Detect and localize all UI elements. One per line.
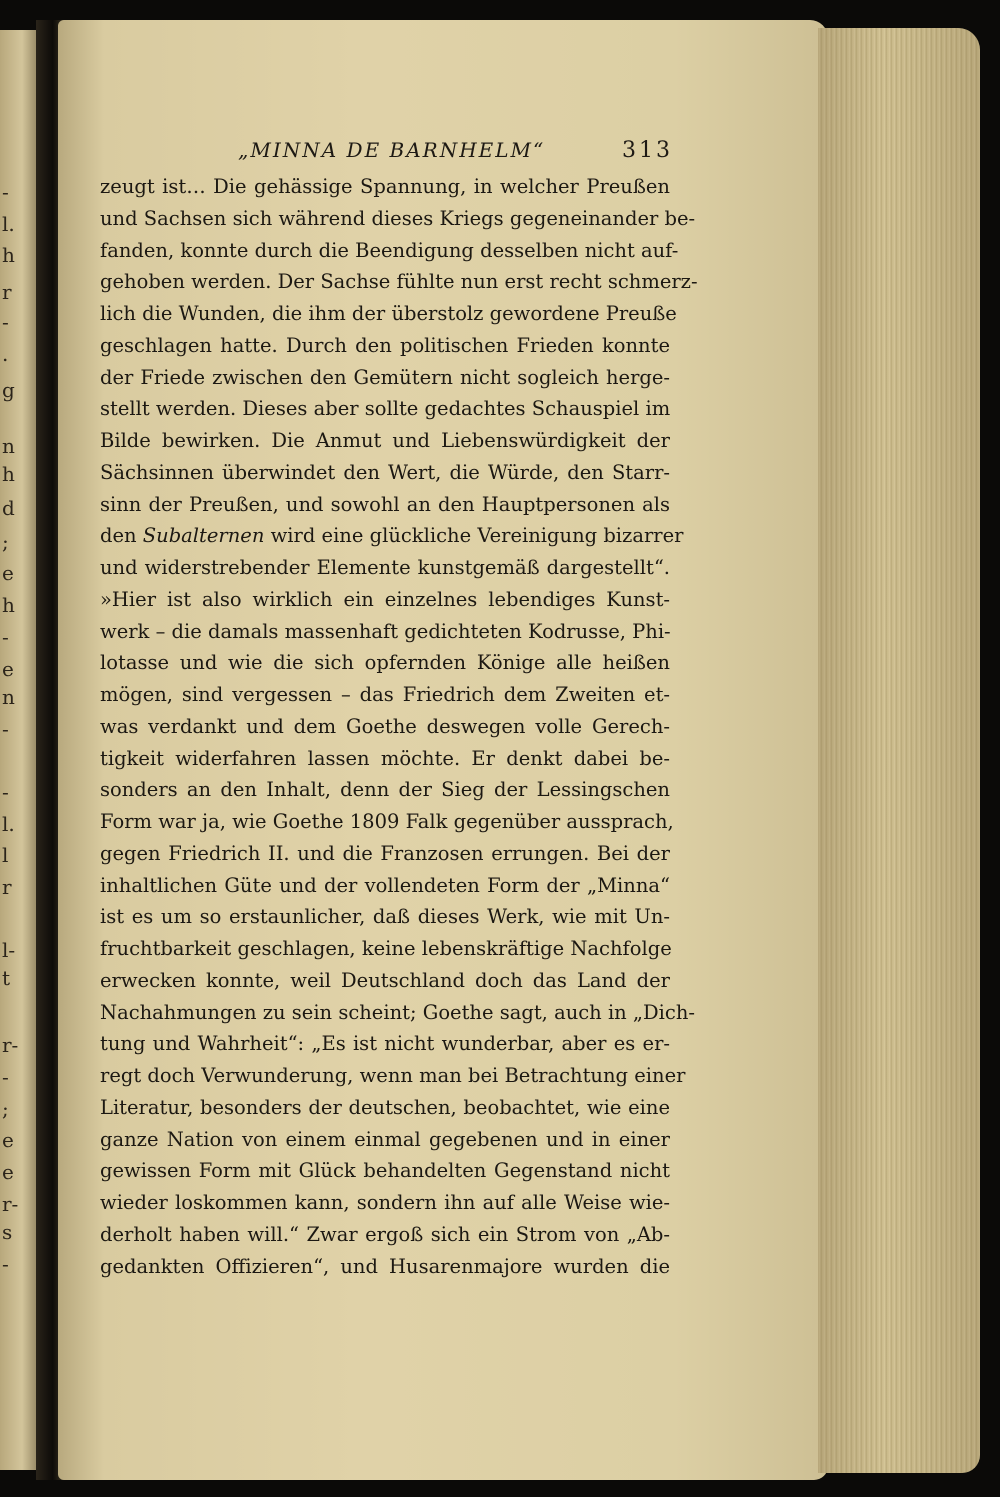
text-line: tigkeit widerfahren lassen möchte. Er denkt dabei be- [100, 746, 670, 770]
text-line: Literatur, besonders der deutschen, beobachtet, wie eine [100, 1095, 670, 1119]
text-line: Bilde bewirken. Die Anmut und Liebenswürdigkeit der [100, 429, 670, 452]
italic-term: Subalternen [142, 524, 265, 548]
text-line: was verdankt und dem Goethe deswegen volle Gerech- [100, 714, 670, 738]
previous-page-glyph: r [2, 280, 12, 304]
text-line: »Hier ist also wirklich ein einzelnes lebendiges Kunst- [100, 587, 670, 611]
previous-page-glyph: - [2, 780, 9, 804]
previous-page-glyph: - [2, 310, 9, 334]
text-line: stellt werden. Dieses aber sollte gedachtes Schauspiel im [100, 397, 671, 421]
previous-page-glyph: l [2, 843, 9, 867]
previous-page-glyph: r [2, 875, 12, 899]
previous-page-glyph: r- [2, 1033, 19, 1057]
previous-page-glyph: l. [2, 812, 15, 836]
text-line: und Sachsen sich während dieses Kriegs gegeneinander be- [100, 206, 696, 230]
text-line: der Friede zwischen den Gemütern nicht sogleich herge- [100, 365, 670, 389]
running-head: „MINNA DE BARNHELM“ [238, 138, 546, 162]
previous-page-glyph: l- [2, 938, 16, 962]
text-line: gedankten Offizieren“, und Husarenmajore wurden die [100, 1254, 670, 1278]
text-line: Form war ja, wie Goethe 1809 Falk gegenüber aussprach, [100, 810, 674, 833]
text-line: sonders an den Inhalt, denn der Sieg der Lessingschen [100, 778, 670, 802]
previous-page-glyph: - [2, 1065, 9, 1089]
text-line: tung und Wahrheit“: „Es ist nicht wunderbar, aber es er- [100, 1032, 670, 1056]
previous-page-glyph: h [2, 243, 15, 267]
text-line: wieder loskommen kann, sondern ihn auf alle Weise wie- [100, 1191, 670, 1214]
previous-page-glyph: s [2, 1220, 13, 1244]
text-line: ist es um so erstaunlicher, daß dieses Werk, wie mit Un- [100, 905, 670, 929]
text-line: den Subalternen wird eine glückliche Vereinigung bizarrer [100, 524, 684, 548]
text-line: derholt haben will.“ Zwar ergoß sich ein Strom von „Ab- [100, 1222, 670, 1246]
text-line: ganze Nation von einem einmal gegebenen und in einer [100, 1127, 670, 1151]
text-line: gewissen Form mit Glück behandelten Gegenstand nicht [100, 1159, 670, 1183]
text-line: lotasse und wie die sich opfernden Könige alle heißen [100, 651, 670, 675]
text-line: werk – die damals massenhaft gedichteten Kodrusse, Phi- [100, 619, 671, 643]
previous-page-glyph: g [2, 378, 15, 402]
page-block-shading [818, 28, 980, 1473]
text-line: Sächsinnen überwindet den Wert, die Würde, den Starr- [100, 460, 670, 484]
previous-page-edge [0, 30, 40, 1470]
text-line: fruchtbarkeit geschlagen, keine lebenskräftige Nachfolge [100, 937, 672, 960]
previous-page-glyph: - [2, 625, 9, 649]
text-line: regt doch Verwunderung, wenn man bei Betrachtung einer [100, 1064, 686, 1087]
previous-page-glyph: e [2, 657, 14, 681]
previous-page-glyph: l. [2, 212, 15, 236]
previous-page-glyph: ; [2, 1097, 9, 1121]
previous-page-glyph: - [2, 180, 9, 204]
previous-page-glyph: - [2, 1252, 9, 1276]
text-line: inhaltlichen Güte und der vollendeten Form der „Minna“ [100, 873, 670, 897]
previous-page-glyph: d [2, 496, 15, 520]
text-line: erwecken konnte, weil Deutschland doch das Land der [100, 968, 670, 992]
previous-page-glyph: e [2, 1160, 14, 1184]
text-line: lich die Wunden, die ihm der überstolz gewordene Preuße [100, 302, 677, 325]
previous-page-glyph: ; [2, 530, 9, 554]
previous-page-glyph: r- [2, 1192, 19, 1216]
previous-page-glyph: h [2, 462, 15, 486]
previous-page-glyph: h [2, 593, 15, 617]
text-line: fanden, konnte durch die Beendigung desselben nicht auf- [100, 238, 679, 262]
previous-page-glyph: n [2, 434, 15, 458]
text-line: zeugt ist… Die gehässige Spannung, in welcher Preußen [100, 175, 670, 198]
previous-page-glyph: - [2, 717, 9, 741]
text-line: gehoben werden. Der Sachse fühlte nun erst recht schmerz- [100, 270, 698, 294]
text-line: mögen, sind vergessen – das Friedrich dem Zweiten et- [100, 683, 670, 706]
text-line: und widerstrebender Elemente kunstgemäß dargestellt“. [100, 556, 670, 579]
text-line: gegen Friedrich II. und die Franzosen errungen. Bei der [100, 841, 670, 865]
text-line: Nachahmungen zu sein scheint; Goethe sagt, auch in „Dich- [100, 1000, 695, 1024]
page-number: 313 [622, 138, 673, 163]
previous-page-glyph: . [2, 342, 9, 366]
text-line: geschlagen hatte. Durch den politischen Frieden konnte [100, 333, 670, 357]
body-text [100, 171, 698, 1282]
previous-page-glyph: e [2, 1128, 14, 1152]
text-line: sinn der Preußen, und sowohl an den Hauptpersonen als [100, 492, 670, 516]
previous-page-glyph: n [2, 685, 15, 709]
previous-page-glyph: e [2, 561, 14, 585]
previous-page-glyph: t [2, 966, 11, 990]
